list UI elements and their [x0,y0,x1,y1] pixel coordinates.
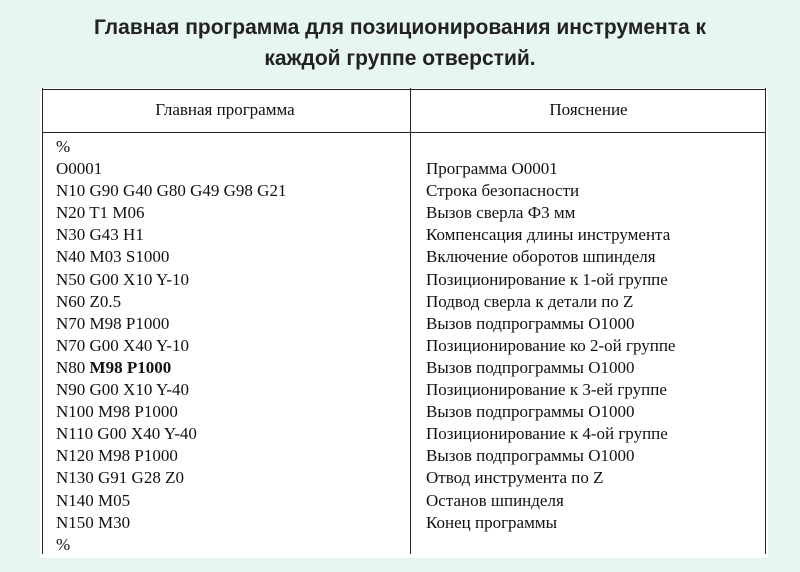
slide-title-line-2: каждой группе отверстий. [264,47,536,70]
header-explanation: Пояснение [549,100,628,119]
header-program: Главная программа [155,100,295,119]
program-line: N90 G00 X10 Y-40 [56,380,190,400]
explanation-line [426,136,766,158]
explanation-line: Отвод инструмента по Z [426,468,604,488]
program-line: N40 M03 S1000 [56,247,170,267]
program-line-n80 [56,357,406,379]
program-line: N60 Z0.5 [56,291,122,311]
slide-title-line-1: Главная программа для позиционирования инструмента к [93,16,707,39]
program-line: N110 G00 X40 Y-40 [56,424,197,444]
explanation-line [426,534,766,556]
explanation-line: Вызов подпрограммы O1000 [426,313,635,333]
explanation-line: Позиционирование ко 2-ой группе [426,335,676,355]
program-line: N140 M05 [56,490,131,510]
explanation-line: Программа O0001 [426,159,558,179]
explanation-line: Включение оборотов шпинделя [426,247,656,267]
explanation-line: Конец программы [426,512,558,532]
program-line: N10 G90 G40 G80 G49 G98 G21 [56,181,287,201]
program-line-n80-bold: M98 P1000 [89,357,172,377]
explanation-line: Компенсация длины инструмента [426,225,671,245]
program-table [40,88,768,558]
table-top-rule [42,89,765,90]
program-line: N30 G43 H1 [56,225,144,245]
explanation-line: Строка безопасности [426,181,580,201]
program-line: N150 M30 [56,512,131,532]
column-divider [410,88,411,554]
explanation-line: Позиционирование к 1-ой группе [426,269,668,289]
explanation-line: Останов шпинделя [426,490,564,510]
explanation-line: Вызов подпрограммы O1000 [426,357,635,377]
explanation-line: Вызов подпрограммы O1000 [426,402,635,422]
header-rule [42,132,765,133]
program-line: % [56,534,71,554]
program-line: N20 T1 M06 [56,203,145,223]
slide-title [0,12,800,74]
explanation-line: Позиционирование к 3-ей группе [426,380,667,400]
program-line: N100 M98 P1000 [56,402,178,422]
explanation-line: Подвод сверла к детали по Z [426,291,634,311]
explanation-line: Позиционирование к 4-ой группе [426,424,668,444]
program-line-n80-number: N80 [56,357,86,377]
program-line: N120 M98 P1000 [56,446,178,466]
explanation-lines [426,136,766,556]
program-line: O0001 [56,159,103,179]
explanation-line: Вызов подпрограммы O1000 [426,446,635,466]
program-lines [56,136,406,556]
table-left-border [42,88,43,554]
program-line: N130 G91 G28 Z0 [56,468,184,488]
explanation-line: Вызов сверла Ф3 мм [426,203,576,223]
program-line: N70 M98 P1000 [56,313,170,333]
program-line: N70 G00 X40 Y-10 [56,335,190,355]
program-line: % [56,137,71,156]
program-line: N50 G00 X10 Y-10 [56,269,190,289]
